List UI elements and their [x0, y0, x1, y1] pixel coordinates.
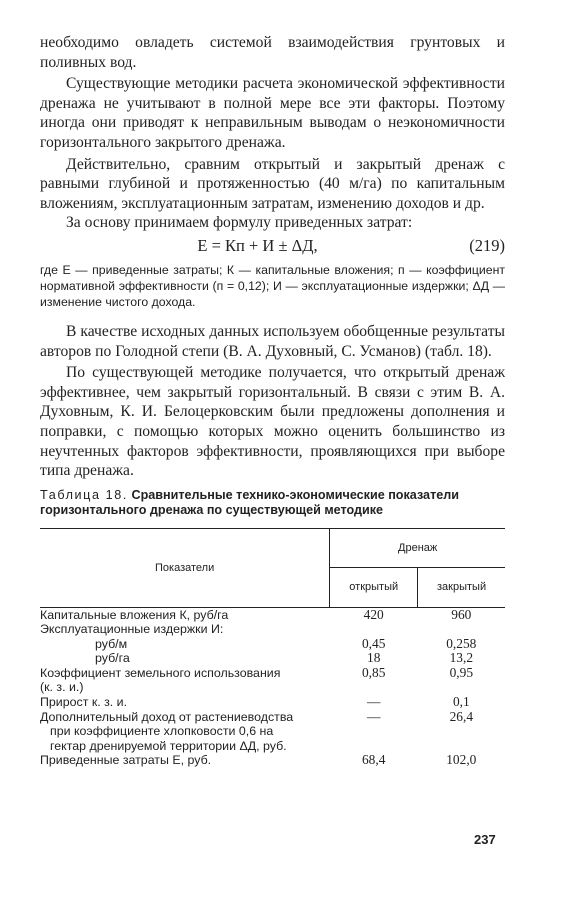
page-body [40, 33, 505, 768]
row-open-value: 68,4 [361, 752, 386, 768]
header-closed: закрытый [437, 581, 487, 594]
row-label: руб/га [95, 651, 130, 666]
formula-number: (219) [469, 235, 505, 255]
row-label: Эксплуатационные издержки И: [40, 622, 224, 637]
row-open-value: 18 [367, 650, 381, 666]
row-label: Капитальные вложения К, руб/га [40, 607, 229, 622]
row-closed-value: 0,258 [446, 635, 477, 651]
table-caption-lead: Таблица 18. [40, 487, 128, 502]
header-drainage: Дренаж [330, 528, 505, 568]
row-open-value [330, 724, 418, 739]
table-row [40, 724, 505, 739]
table-caption-title: Сравнительные технико-экономические показатели горизонтального дренажа по существующей методике [40, 487, 459, 518]
paragraph-4: За основу принимаем формулу приведенных затрат: [66, 214, 413, 232]
header-open: открытый [330, 568, 418, 608]
row-closed-value: 102,0 [446, 752, 477, 768]
row-closed-value [418, 622, 505, 637]
formula-expression: Е = Кп + И ± ΔД, [197, 235, 318, 255]
row-open-value: — [367, 708, 381, 724]
row-closed-value: 13,2 [449, 650, 474, 666]
row-closed-value [418, 680, 505, 695]
row-label: Прирост к. з. и. [40, 695, 128, 710]
row-open-value [330, 739, 418, 754]
header-indicators: Показатели [40, 528, 330, 607]
table-row [40, 680, 505, 695]
table-row [40, 622, 505, 637]
table-row [40, 710, 505, 725]
row-closed-value [418, 724, 505, 739]
row-open-value [330, 680, 418, 695]
paragraph-3: Действительно, сравним открытый и закрытый дренаж с равными глубиной и протяженностью (40 м/га) по капитальным вложениям, эксплуатационным затратам, изменению доходов и др. [40, 155, 505, 212]
paragraph-6: По существующей методике получается, что открытый дренаж эффективнее, чем закрытый горизонтальный. В связи с этим В. А. Духовным, К. И. Белоцерковским были предложены дополнения и поправки, с помощью которых можно оценить большинство из неучтенных факторов эффективности, проявляющихся при выборе типа дренажа. [40, 364, 505, 480]
paragraph-1: необходимо овладеть системой взаимодействия грунтовых и поливных вод. [40, 34, 505, 71]
row-open-value: 0,85 [361, 664, 386, 680]
row-label: руб/м [95, 636, 128, 651]
formula-legend: где Е — приведенные затраты; К — капитальные вложения; п — коэффициент нормативной эффективности (п = 0,12); И — эксплуатационные издержки; ΔД — изменение чистого дохода. [40, 262, 505, 309]
row-open-value: — [367, 694, 381, 710]
row-open-value: 420 [363, 606, 384, 622]
table-row [40, 739, 505, 754]
table-row [40, 637, 505, 652]
comparison-table [40, 528, 505, 769]
row-label: (к. з. и.) [40, 680, 84, 695]
row-closed-value: 960 [451, 606, 472, 622]
row-open-value [330, 622, 418, 637]
row-label: Дополнительный доход от растениеводства [40, 709, 294, 724]
formula-219 [40, 236, 505, 256]
row-closed-value: 0,95 [449, 664, 474, 680]
row-open-value: 0,45 [361, 635, 386, 651]
paragraph-5: В качестве исходных данных используем обобщенные результаты авторов по Голодной степи (В. А. Духовный, С. Усманов) (табл. 18). [40, 322, 505, 360]
table-row [40, 753, 505, 768]
table-row [40, 651, 505, 666]
row-label: Коэффициент земельного использования [40, 665, 281, 680]
paragraph-2: Существующие методики расчета экономической эффективности дренажа не учитывают в полной мере все эти факторы. Поэтому иногда они приводят к неправильным выводам о неэкономичности горизонтального закрытого дренажа. [40, 75, 505, 151]
table-row [40, 607, 505, 622]
row-label: при коэффициенте хлопковости 0,6 на [50, 724, 274, 739]
row-closed-value: 0,1 [452, 694, 470, 710]
table-caption [40, 488, 505, 519]
row-closed-value [418, 739, 505, 754]
table-row [40, 666, 505, 681]
row-label: Приведенные затраты Е, руб. [40, 753, 212, 768]
row-label: гектар дренируемой территории ΔД, руб. [50, 738, 287, 753]
row-closed-value: 26,4 [449, 708, 474, 724]
page-number: 237 [474, 832, 496, 847]
table-row [40, 695, 505, 710]
